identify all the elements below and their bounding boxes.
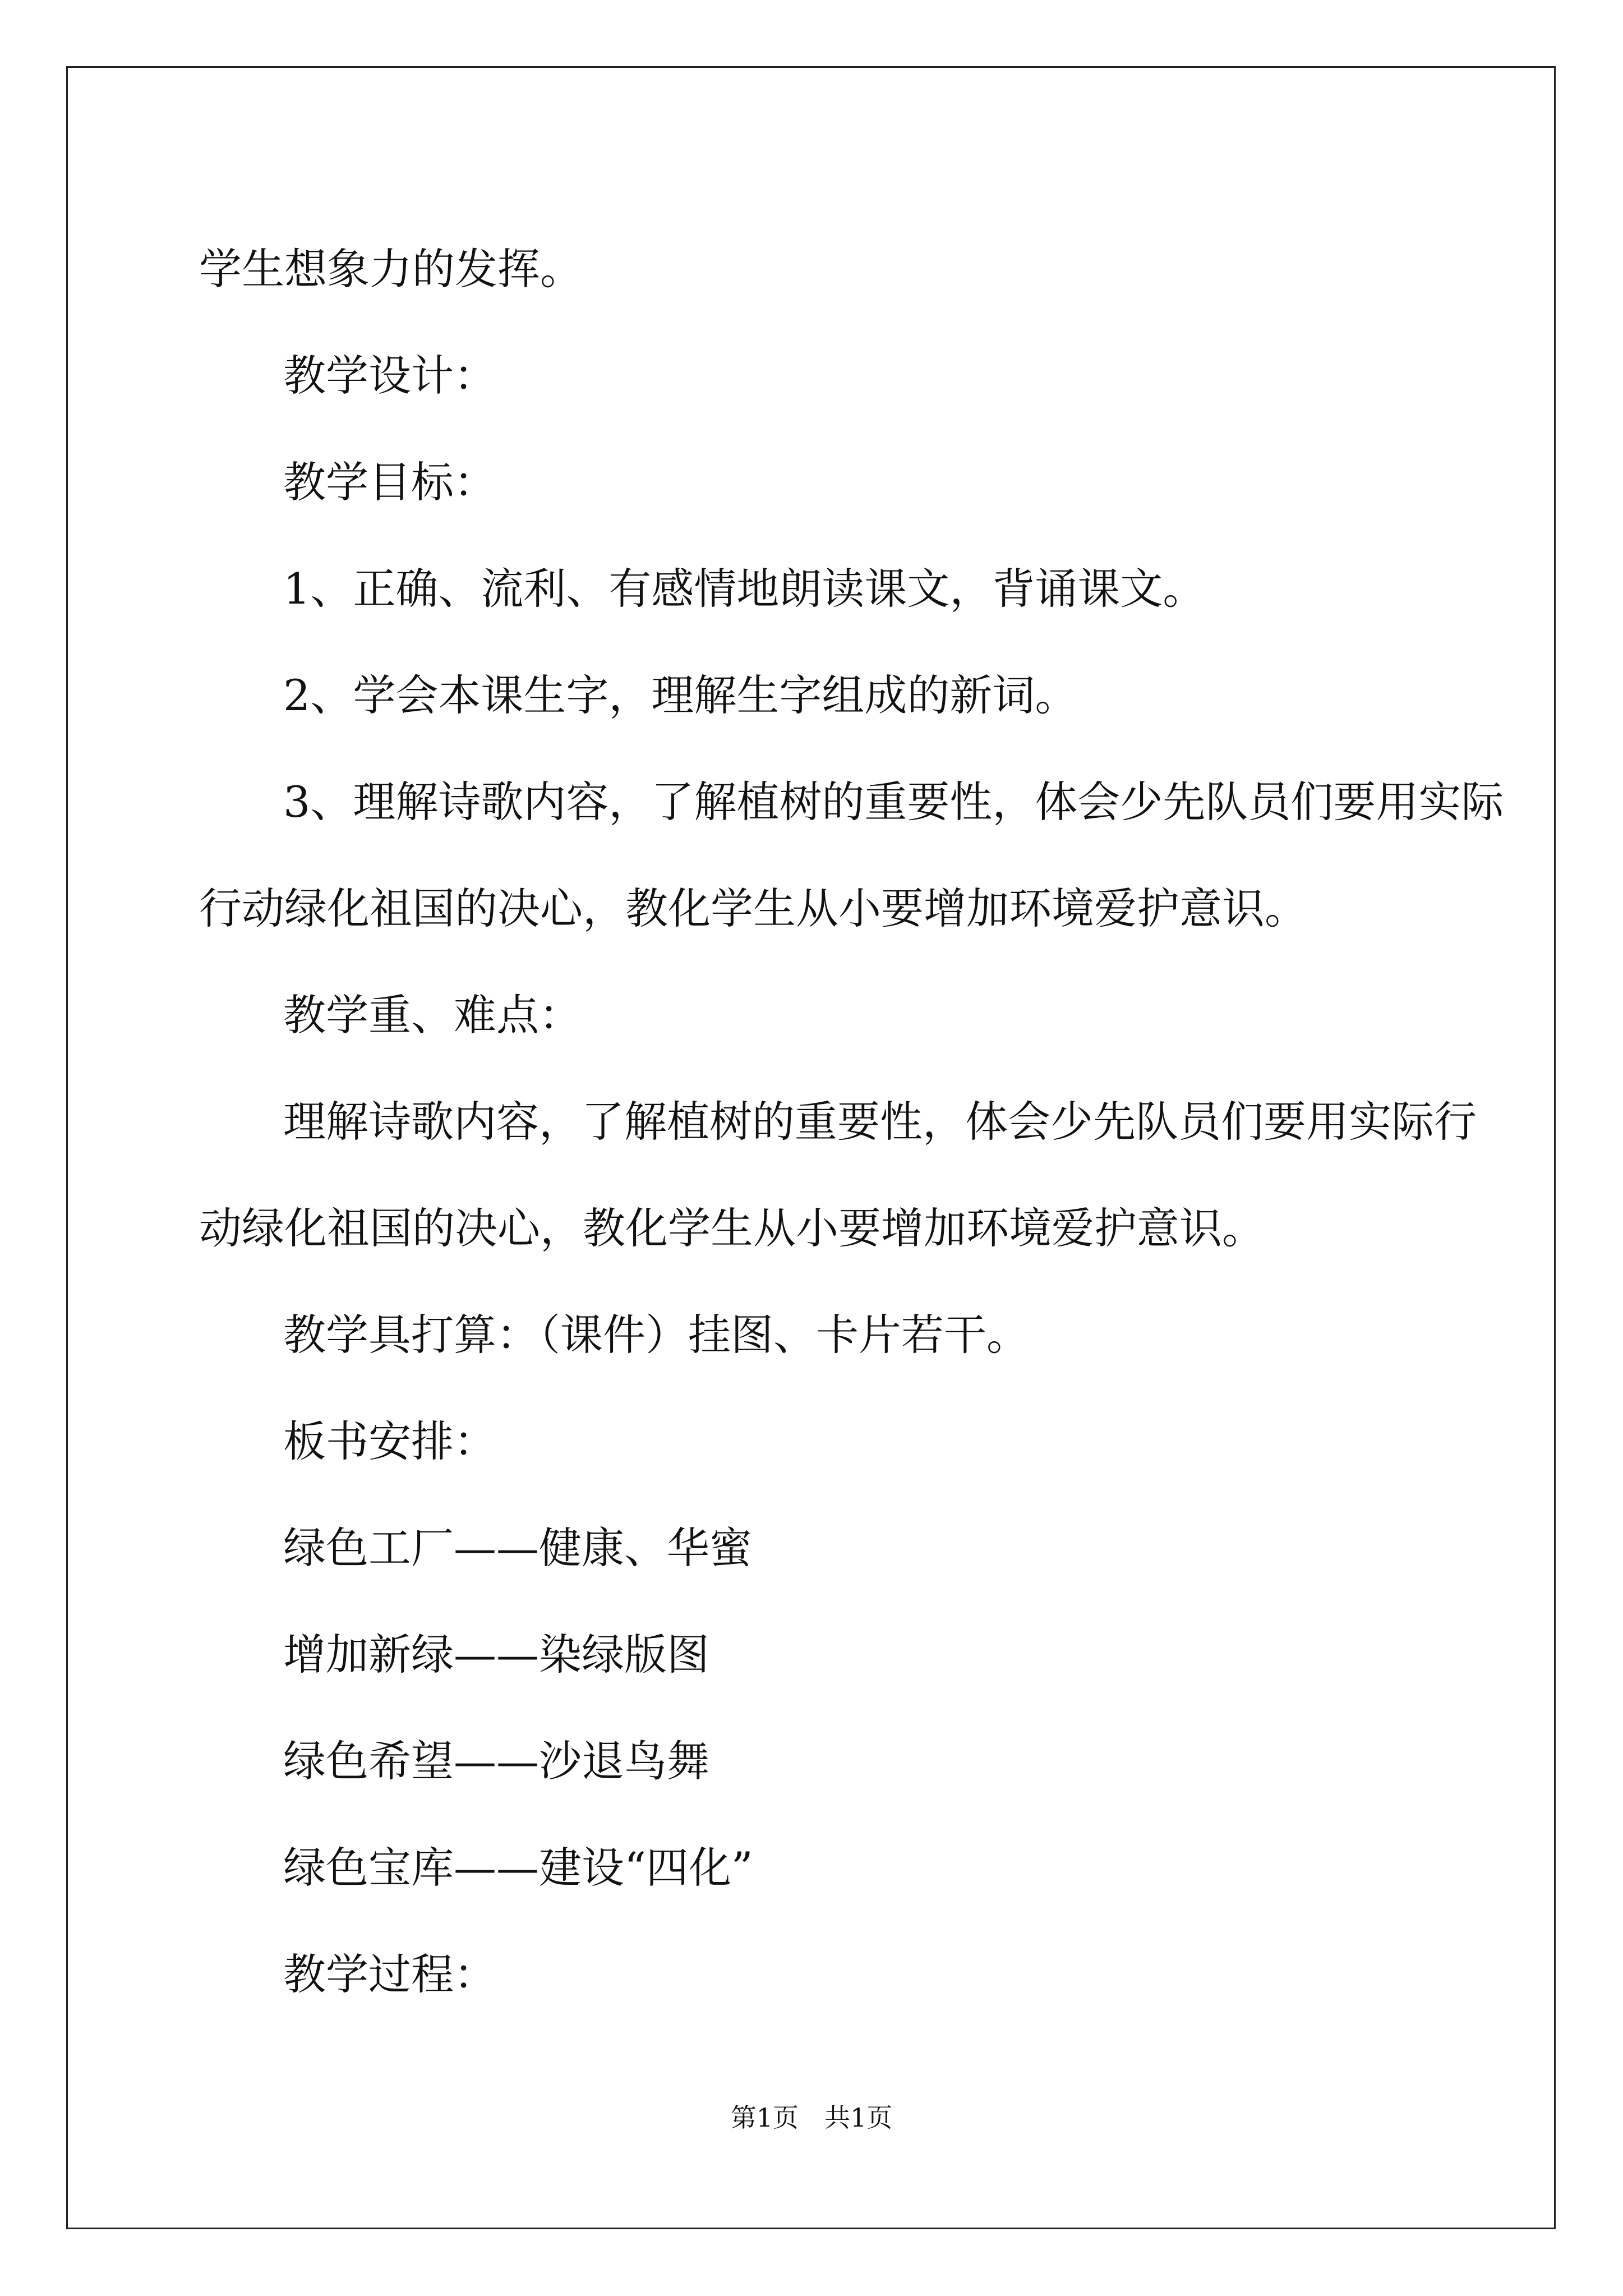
paragraph: 2、学会本课生字，理解生字组成的新词。	[283, 670, 1078, 720]
paragraph: 学生想象力的发挥。	[199, 244, 583, 294]
paragraph: 板书安排：	[283, 1416, 496, 1466]
paragraph: 3、理解诗歌内容，了解植树的重要性，体会少先队员们要用实际	[283, 777, 1504, 827]
paragraph: 1、正确、流利、有感情地朗读课文，背诵课文。	[283, 564, 1206, 614]
paragraph: 动绿化祖国的决心，教化学生从小要增加环境爱护意识。	[199, 1203, 1265, 1253]
paragraph: 教学设计：	[283, 351, 496, 401]
page-footer: 第1页 共1页	[730, 2102, 893, 2133]
paragraph: 绿色希望——沙退鸟舞	[283, 1736, 709, 1786]
paragraph: 绿色宝库——建设“四化”	[283, 1843, 753, 1893]
paragraph: 增加新绿——染绿版图	[283, 1630, 709, 1680]
paragraph: 教学过程：	[283, 1949, 496, 1999]
document-body	[199, 216, 1504, 2028]
paragraph: 教学具打算：（课件）挂图、卡片若干。	[283, 1310, 1029, 1360]
paragraph: 教学目标：	[283, 457, 496, 507]
paragraph: 教学重、难点：	[283, 990, 582, 1040]
paragraph: 行动绿化祖国的决心，教化学生从小要增加环境爱护意识。	[199, 884, 1307, 933]
paragraph: 理解诗歌内容，了解植树的重要性，体会少先队员们要用实际行	[283, 1097, 1477, 1147]
paragraph: 绿色工厂——健康、华蜜	[283, 1523, 752, 1573]
